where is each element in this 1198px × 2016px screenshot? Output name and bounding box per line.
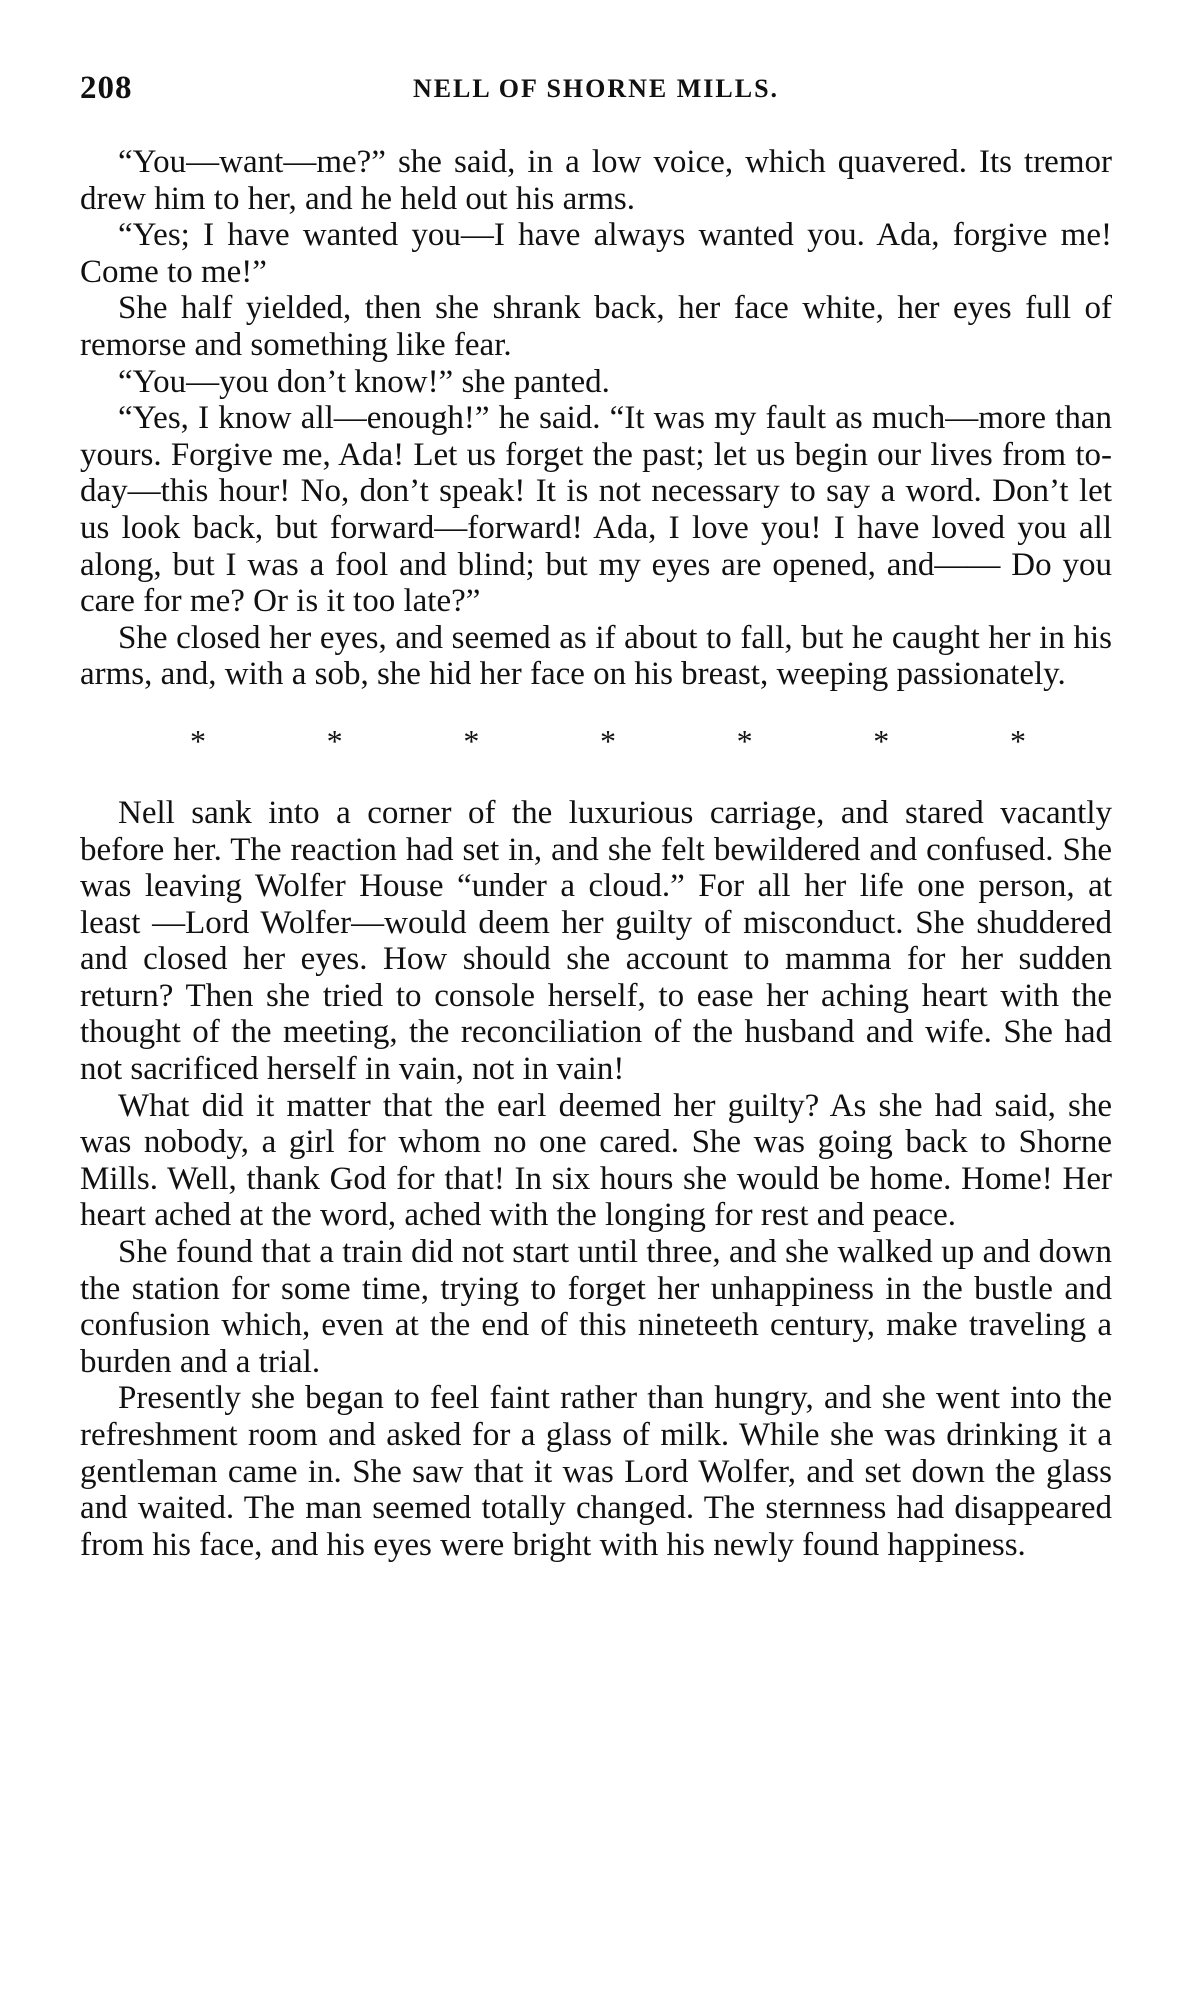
running-head: NELL OF SHORNE MILLS. (412, 74, 780, 103)
asterisk: * (873, 722, 890, 759)
paragraph: Presently she began to feel faint rather than hungry, and she went into the refreshment room and asked for a glass of milk. While she was drinking it a gentleman came in. She saw that it was Lord Wolfer, and set down the glass and waited. The man seemed totally changed. The sternness had disappeared from his face, and his eyes were bright with his newly found happiness. (80, 1380, 1112, 1563)
paragraph: “Yes; I have wanted you—I have always wanted you. Ada, forgive me! Come to me!” (80, 217, 1112, 290)
paragraph: She half yielded, then she shrank back, her face white, her eyes full of remorse and something like fear. (80, 290, 1112, 363)
paragraph: She found that a train did not start until three, and she walked up and down the station for some time, trying to forget her unhappiness in the bustle and confusion which, even at the end of this nineteeth century, make traveling a burden and a trial. (80, 1234, 1112, 1380)
paragraph: “Yes, I know all—enough!” he said. “It was my fault as much—more than yours. Forgive me, Ada! Let us forget the past; let us begin our lives from to-day—this hour! No, don’t speak! It is not necessary to say a word. Don’t let us look back, but forward—forward! Ada, I love you! I have loved you all along, but I was a fool and blind; but my eyes are opened, and—— Do you care for me? Or is it too late?” (80, 400, 1112, 620)
paragraph: Nell sank into a corner of the luxurious carriage, and stared vacantly before her. The reaction had set in, and she felt bewildered and confused. She was leaving Wolfer House “under a cloud.” For all her life one person, at least —Lord Wolfer—would deem her guilty of misconduct. She shuddered and closed her eyes. How should she account to mamma for her sudden return? Then she tried to console herself, to ease her aching heart with the thought of the meeting, the reconciliation of the husband and wife. She had not sacrificed herself in vain, not in vain! (80, 794, 1112, 1088)
paragraph: “You—you don’t know!” she panted. (118, 363, 610, 400)
page-number: 208 (80, 70, 133, 106)
asterisk: * (463, 722, 480, 759)
asterisk: * (1009, 722, 1026, 759)
asterisk: * (599, 722, 616, 759)
page-header (80, 70, 1112, 118)
paragraph: She closed her eyes, and seemed as if about to fall, but he caught her in his arms, and, with a sob, she hid her face on his breast, weeping passionately. (80, 619, 1112, 693)
section-separator (80, 723, 1112, 759)
asterisk: * (326, 722, 343, 759)
paragraph: “You—want—me?” she said, in a low voice, which quavered. Its tremor drew him to her, and he held out his arms. (80, 144, 1112, 217)
page-body (80, 144, 1112, 1563)
asterisk: * (736, 722, 753, 759)
paragraph: What did it matter that the earl deemed her guilty? As she had said, she was nobody, a girl for whom no one cared. She was going back to Shorne Mills. Well, thank God for that! In six hours she would be home. Home! Her heart ached at the word, ached with the longing for rest and peace. (80, 1087, 1112, 1234)
book-page (80, 70, 1112, 1563)
asterisk: * (190, 722, 206, 759)
